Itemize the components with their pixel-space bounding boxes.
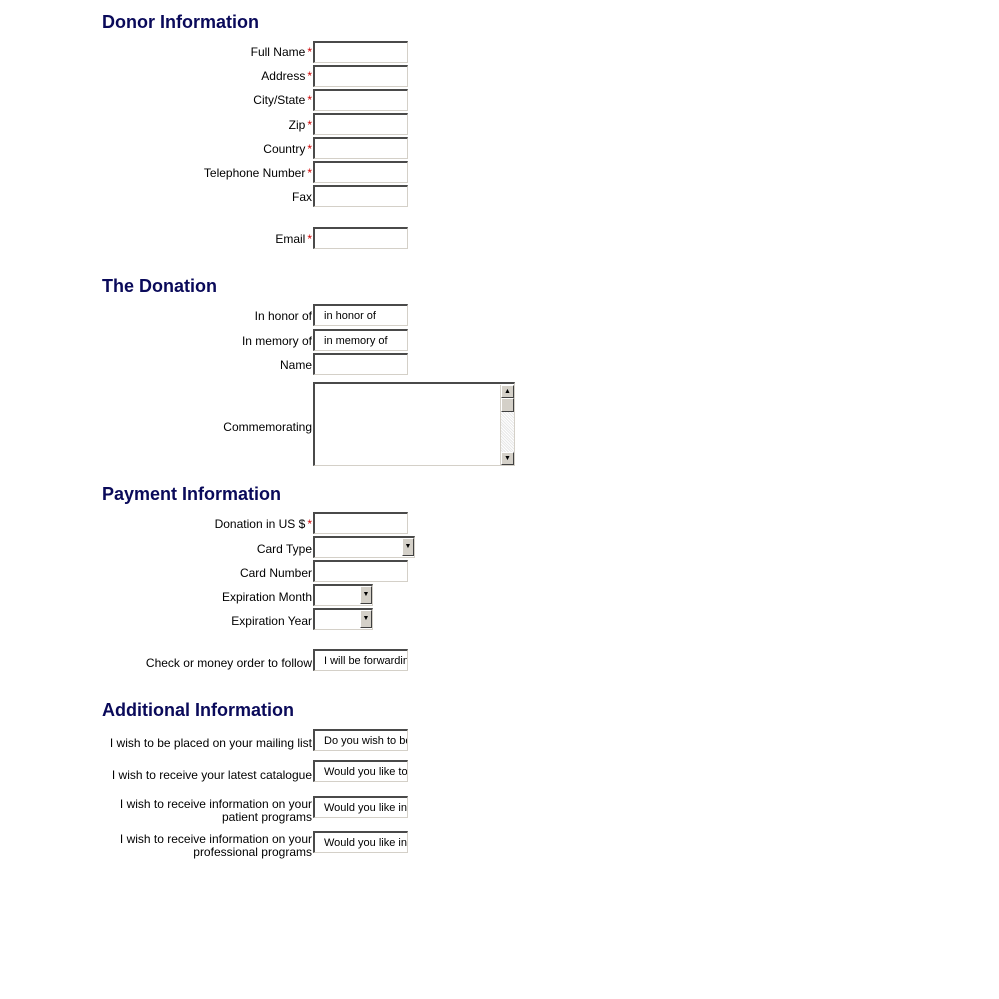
required-mark: * [307, 166, 312, 180]
zip-input[interactable] [313, 113, 408, 135]
textarea-scrollbar[interactable] [500, 385, 514, 465]
donation-amount-label: Donation in US $ * [214, 517, 312, 531]
section-title-additional: Additional Information [102, 700, 294, 720]
patient-programs-label: I wish to receive information on your patient programs [119, 797, 312, 824]
required-mark: * [307, 517, 312, 531]
arrow-down-icon[interactable]: ▼ [501, 452, 514, 465]
card-type-label: Card Type [256, 542, 312, 556]
required-mark: * [307, 142, 312, 156]
mailing-list-input[interactable] [313, 729, 408, 751]
chevron-down-icon[interactable]: ▼ [360, 586, 372, 604]
donation-amount-input[interactable] [313, 512, 408, 534]
professional-programs-label: I wish to receive information on your professional programs [119, 832, 312, 859]
check-money-order-input[interactable] [313, 649, 408, 671]
commemorating-textarea[interactable] [313, 382, 515, 466]
name-label: Name [279, 358, 312, 372]
address-input[interactable] [313, 65, 408, 87]
full-name-input[interactable] [313, 41, 408, 63]
chevron-down-icon[interactable]: ▼ [402, 538, 414, 556]
telephone-label: Telephone Number * [203, 166, 312, 180]
catalogue-label: I wish to receive your latest catalogue [111, 768, 312, 782]
required-mark: * [307, 232, 312, 246]
country-label: Country * [263, 142, 312, 156]
required-mark: * [307, 69, 312, 83]
chevron-down-icon[interactable]: ▼ [360, 610, 372, 628]
fax-label: Fax [291, 190, 312, 204]
card-type-select[interactable] [313, 536, 415, 558]
city-state-input[interactable] [313, 89, 408, 111]
arrow-up-icon[interactable]: ▲ [501, 385, 514, 398]
telephone-input[interactable] [313, 161, 408, 183]
in-memory-label: In memory of [241, 334, 312, 348]
address-label: Address * [261, 69, 312, 83]
exp-year-select[interactable] [313, 608, 373, 630]
professional-programs-input[interactable] [313, 831, 408, 853]
required-mark: * [307, 93, 312, 107]
country-input[interactable] [313, 137, 408, 159]
catalogue-input[interactable] [313, 760, 408, 782]
card-number-label: Card Number [239, 566, 312, 580]
mailing-list-label: I wish to be placed on your mailing list [109, 736, 312, 750]
section-title-donation: The Donation [102, 276, 217, 296]
section-title-payment: Payment Information [102, 484, 282, 504]
check-money-order-label: Check or money order to follow [145, 656, 312, 670]
scroll-thumb[interactable] [501, 398, 514, 412]
in-memory-input[interactable] [313, 329, 408, 351]
zip-label: Zip * [288, 118, 312, 132]
required-mark: * [307, 118, 312, 132]
exp-month-select[interactable] [313, 584, 373, 606]
patient-programs-input[interactable] [313, 796, 408, 818]
in-honor-input[interactable] [313, 304, 408, 326]
card-number-input[interactable] [313, 560, 408, 582]
required-mark: * [307, 45, 312, 59]
full-name-label: Full Name * [250, 45, 312, 59]
commemorating-label: Commemorating [223, 420, 312, 434]
in-honor-label: In honor of [254, 309, 312, 323]
name-input[interactable] [313, 353, 408, 375]
section-title-donor: Donor Information [102, 12, 259, 32]
city-state-label: City/State * [253, 93, 312, 107]
fax-input[interactable] [313, 185, 408, 207]
email-input[interactable] [313, 227, 408, 249]
exp-year-label: Expiration Year [231, 614, 312, 628]
email-label: Email * [275, 232, 312, 246]
exp-month-label: Expiration Month [221, 590, 312, 604]
